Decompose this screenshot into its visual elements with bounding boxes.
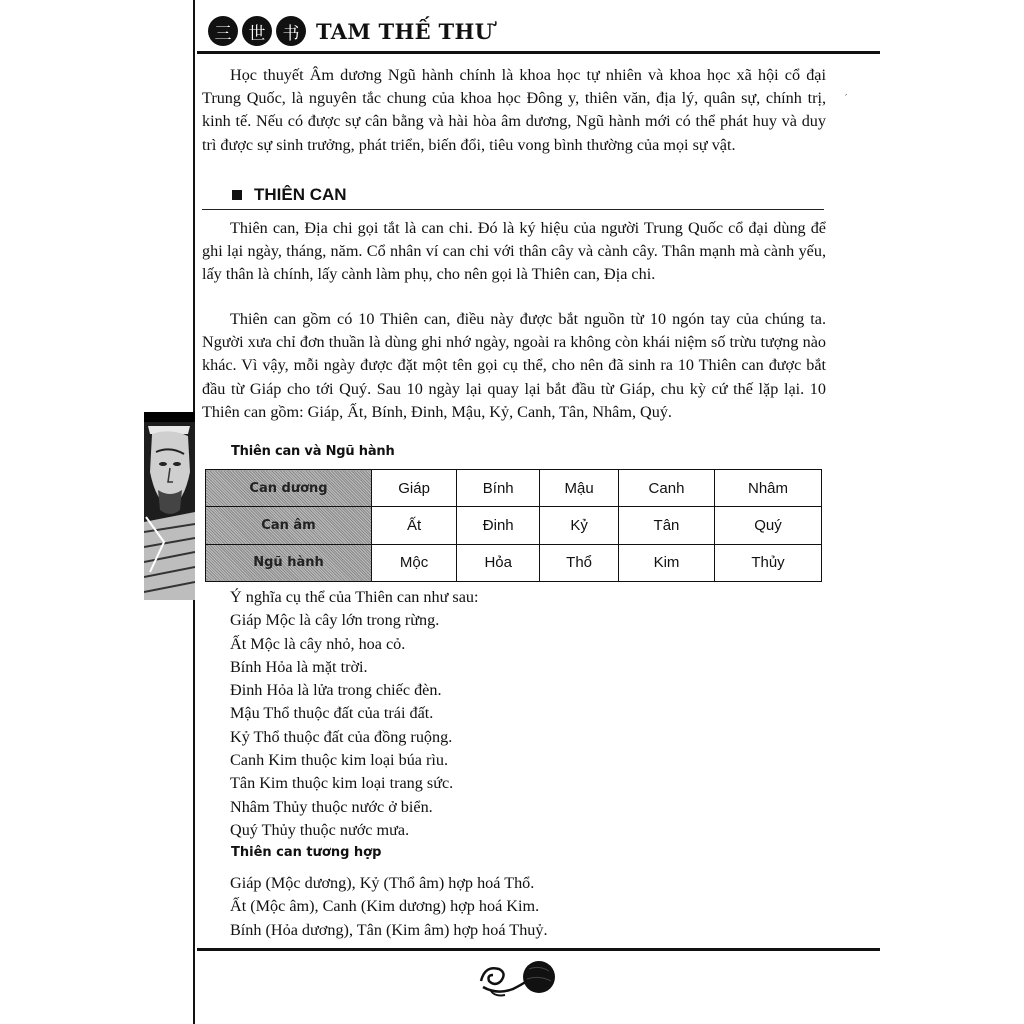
table-cell: Thủy [715, 544, 822, 581]
table-row [206, 470, 822, 507]
row-header: Can dương [206, 470, 372, 507]
stem-combination-list [230, 872, 548, 942]
list-item: Ý nghĩa cụ thể của Thiên can như sau: [230, 588, 479, 606]
emblem-circle-1: 三 [208, 16, 238, 46]
list-item: Giáp Mộc là cây lớn trong rừng. [230, 611, 440, 630]
table-cell: Giáp [372, 470, 457, 507]
table-cell: Kỷ [540, 507, 619, 544]
table-cell: Hỏa [457, 544, 540, 581]
stems-elements-table [205, 469, 822, 582]
list-item: Ất Mộc là cây nhỏ, hoa cỏ. [230, 634, 406, 653]
table-cell: Canh [618, 470, 714, 507]
table-cell: Ất [372, 507, 457, 544]
table-cell: Kim [618, 544, 714, 581]
warrior-illustration-icon [144, 412, 195, 600]
square-bullet-icon [232, 190, 242, 200]
emblem-circle-2: 世 [242, 16, 272, 46]
table-cell: Mậu [540, 470, 619, 507]
section-heading-text: THIÊN CAN [254, 185, 347, 204]
list-item: Ất (Mộc âm), Canh (Kim dương) hợp hoá Kim. [230, 897, 540, 916]
page-ornament-icon [477, 955, 557, 999]
page-header [208, 10, 493, 52]
table-title: Thiên can và Ngũ hành [231, 444, 395, 459]
header-divider [197, 51, 880, 54]
list-item: Giáp (Mộc dương), Kỷ (Thổ âm) hợp hoá Thổ. [230, 874, 535, 892]
table-cell: Bính [457, 470, 540, 507]
table-row [206, 507, 822, 544]
section-divider [202, 209, 824, 210]
table-cell: Mộc [372, 544, 457, 581]
list-item: Quý Thủy thuộc nước mưa. [230, 820, 410, 839]
list-item: Tân Kim thuộc kim loại trang sức. [230, 774, 454, 793]
table-row [206, 544, 822, 581]
list-item: Bính (Hỏa dương), Tân (Kim âm) hợp hoá Thuỷ. [230, 920, 548, 939]
emblem-circle-3: 书 [276, 16, 306, 46]
list-item: Nhâm Thủy thuộc nước ở biển. [230, 797, 433, 816]
table-cell: Đinh [457, 507, 540, 544]
combo-heading: Thiên can tương hợp [231, 845, 382, 860]
row-header: Can âm [206, 507, 372, 544]
list-item: Canh Kim thuộc kim loại búa rìu. [230, 751, 449, 770]
stray-mark-icon: ′ [845, 93, 848, 104]
table-cell: Nhâm [715, 470, 822, 507]
table-cell: Tân [618, 507, 714, 544]
list-item: Mậu Thổ thuộc đất của trái đất. [230, 704, 434, 723]
list-item: Bính Hỏa là mặt trời. [230, 657, 368, 676]
table-cell: Thổ [540, 544, 619, 581]
row-header: Ngũ hành [206, 544, 372, 581]
paragraph-can-chi: Thiên can, Địa chi gọi tắt là can chi. Đó là ký hiệu của người Trung Quốc cổ đại dùng để ghi lại ngày, tháng, năm. Cổ nhân ví can chi với thân cây và cành cây. Thân mạnh mà cành yếu, lấy thân là chính, lấy cành làm phụ, cho nên gọi là Thiên can, Địa chi. [202, 219, 826, 284]
list-item: Đinh Hỏa là lửa trong chiếc đèn. [230, 681, 442, 700]
stem-meaning-list [230, 586, 479, 842]
list-item: Kỷ Thổ thuộc đất của đồng ruộng. [230, 727, 453, 746]
intro-paragraph: Học thuyết Âm dương Ngũ hành chính là khoa học tự nhiên và khoa học xã hội cổ đại Trung Quốc, là nguyên tắc chung của khoa học Đông y, thiên văn, địa lý, quân sự, chính trị, kinh tế. Nếu có được sự cân bằng và hài hòa âm dương, Ngũ hành mới có thể phát huy và duy trì được sự sinh trưởng, phát triển, biến đổi, tiêu vong bình thường của mọi sự vật. [202, 66, 826, 154]
table-cell: Quý [715, 507, 822, 544]
paragraph-ten-stems: Thiên can gồm có 10 Thiên can, điều này được bắt nguồn từ 10 ngón tay của chúng ta. Người xưa chỉ đơn thuần là dùng ghi nhớ ngày, ngoài ra không còn khái niệm số trừu tượng nào khác. Vì vậy, mỗi ngày được đặt một tên gọi cụ thể, cho nên đã sinh ra 10 Thiên can được bắt đầu từ Giáp cho tới Quý. Sau 10 ngày lại quay lại bắt đầu từ Giáp, chu kỳ cứ thế lặp lại. 10 Thiên can gồm: Giáp, Ất, Bính, Đinh, Mậu, Kỷ, Canh, Tân, Nhâm, Quý. [202, 310, 826, 421]
section-heading [232, 185, 347, 205]
book-title: TAM THẾ THƯ [316, 18, 494, 44]
footer-divider [197, 948, 880, 951]
